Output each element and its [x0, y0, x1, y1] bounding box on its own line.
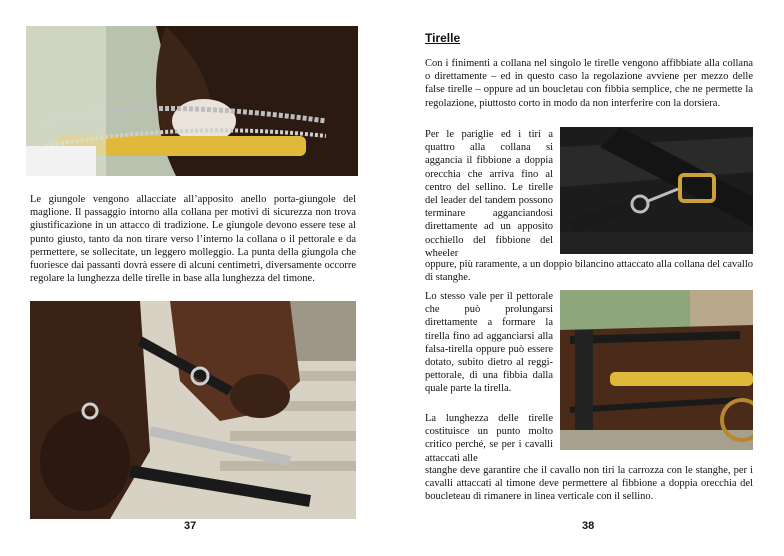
- paragraph-pettorale: Lo stesso vale per il pettorale che può prolungarsi direttamente a formare la tirella fino ad agganciarsi alla falsa-tirella oppure può essere dotato, subito dietro al reggi-pettorale, di una fibbia dalla quale parte la tirella.: [425, 291, 553, 395]
- page-number-right: 38: [582, 520, 595, 532]
- photo-buckle: [560, 127, 753, 254]
- right-page: [392, 0, 784, 556]
- section-heading: Tirelle: [425, 31, 461, 45]
- paragraph-pariglie-end: oppure, più raramente, a un doppio bilancino attaccato alla collana del cavallo di stanghe.: [425, 259, 753, 284]
- page-number-left: 37: [184, 520, 197, 532]
- paragraph-lunghezza: La lunghezza delle tirelle costituisce un punto molto critico perché, se per i cavalli attaccati alle: [425, 413, 553, 464]
- intro-paragraph: Con i finimenti a collana nel singolo le tirelle vengono affibbiate alla collana o direttamente – ed in questo caso la regolazione avviene per mezzo delle false tirelle – oppure ad un boucletau con fibbia semplice, che ne permette la regolazione, piuttosto corto in modo da non interferire con la dorsiera.: [425, 58, 753, 109]
- photo-carriage-horse: [560, 290, 753, 450]
- left-paragraph: Le giungole vengono allacciate all’apposito anello porta-giungole del maglione. Il passaggio intorno alla collana per motivi di sicurezza non trova giustificazione in un attacco di tradizione. Le giungole devono essere tese al punto giusto, tanto da non tirare verso l’interno la collana o il pettorale e da permettere, se sollecitate, un leggero molleggio. La punta della giungola che fuoriesce dai passanti dovrà essere di alcuni centimetri, diversamente occorre regolare la lunghezza delle tirelle in base alla lunghezza del timone.: [30, 194, 356, 285]
- photo-bit-chain: [26, 26, 358, 176]
- paragraph-lunghezza-end: stanghe deve garantire che il cavallo non tiri la carrozza con le stanghe, per i cavalli attaccati al timone deve permettere al fibbione a doppia orecchia del boucleteau di rimanere in linea verticale con il sellino.: [425, 465, 753, 503]
- photo-horse-heads: [30, 301, 356, 519]
- paragraph-pariglie: Per le pariglie ed i tiri a quattro alla collana si aggancia il fibbione a doppia orecchia che arriva fino al centro del sellino. Le tirelle del leader del tandem possono terminare agganciandosi direttamente ad un apposito occhiello del fibbione del wheeler: [425, 129, 553, 259]
